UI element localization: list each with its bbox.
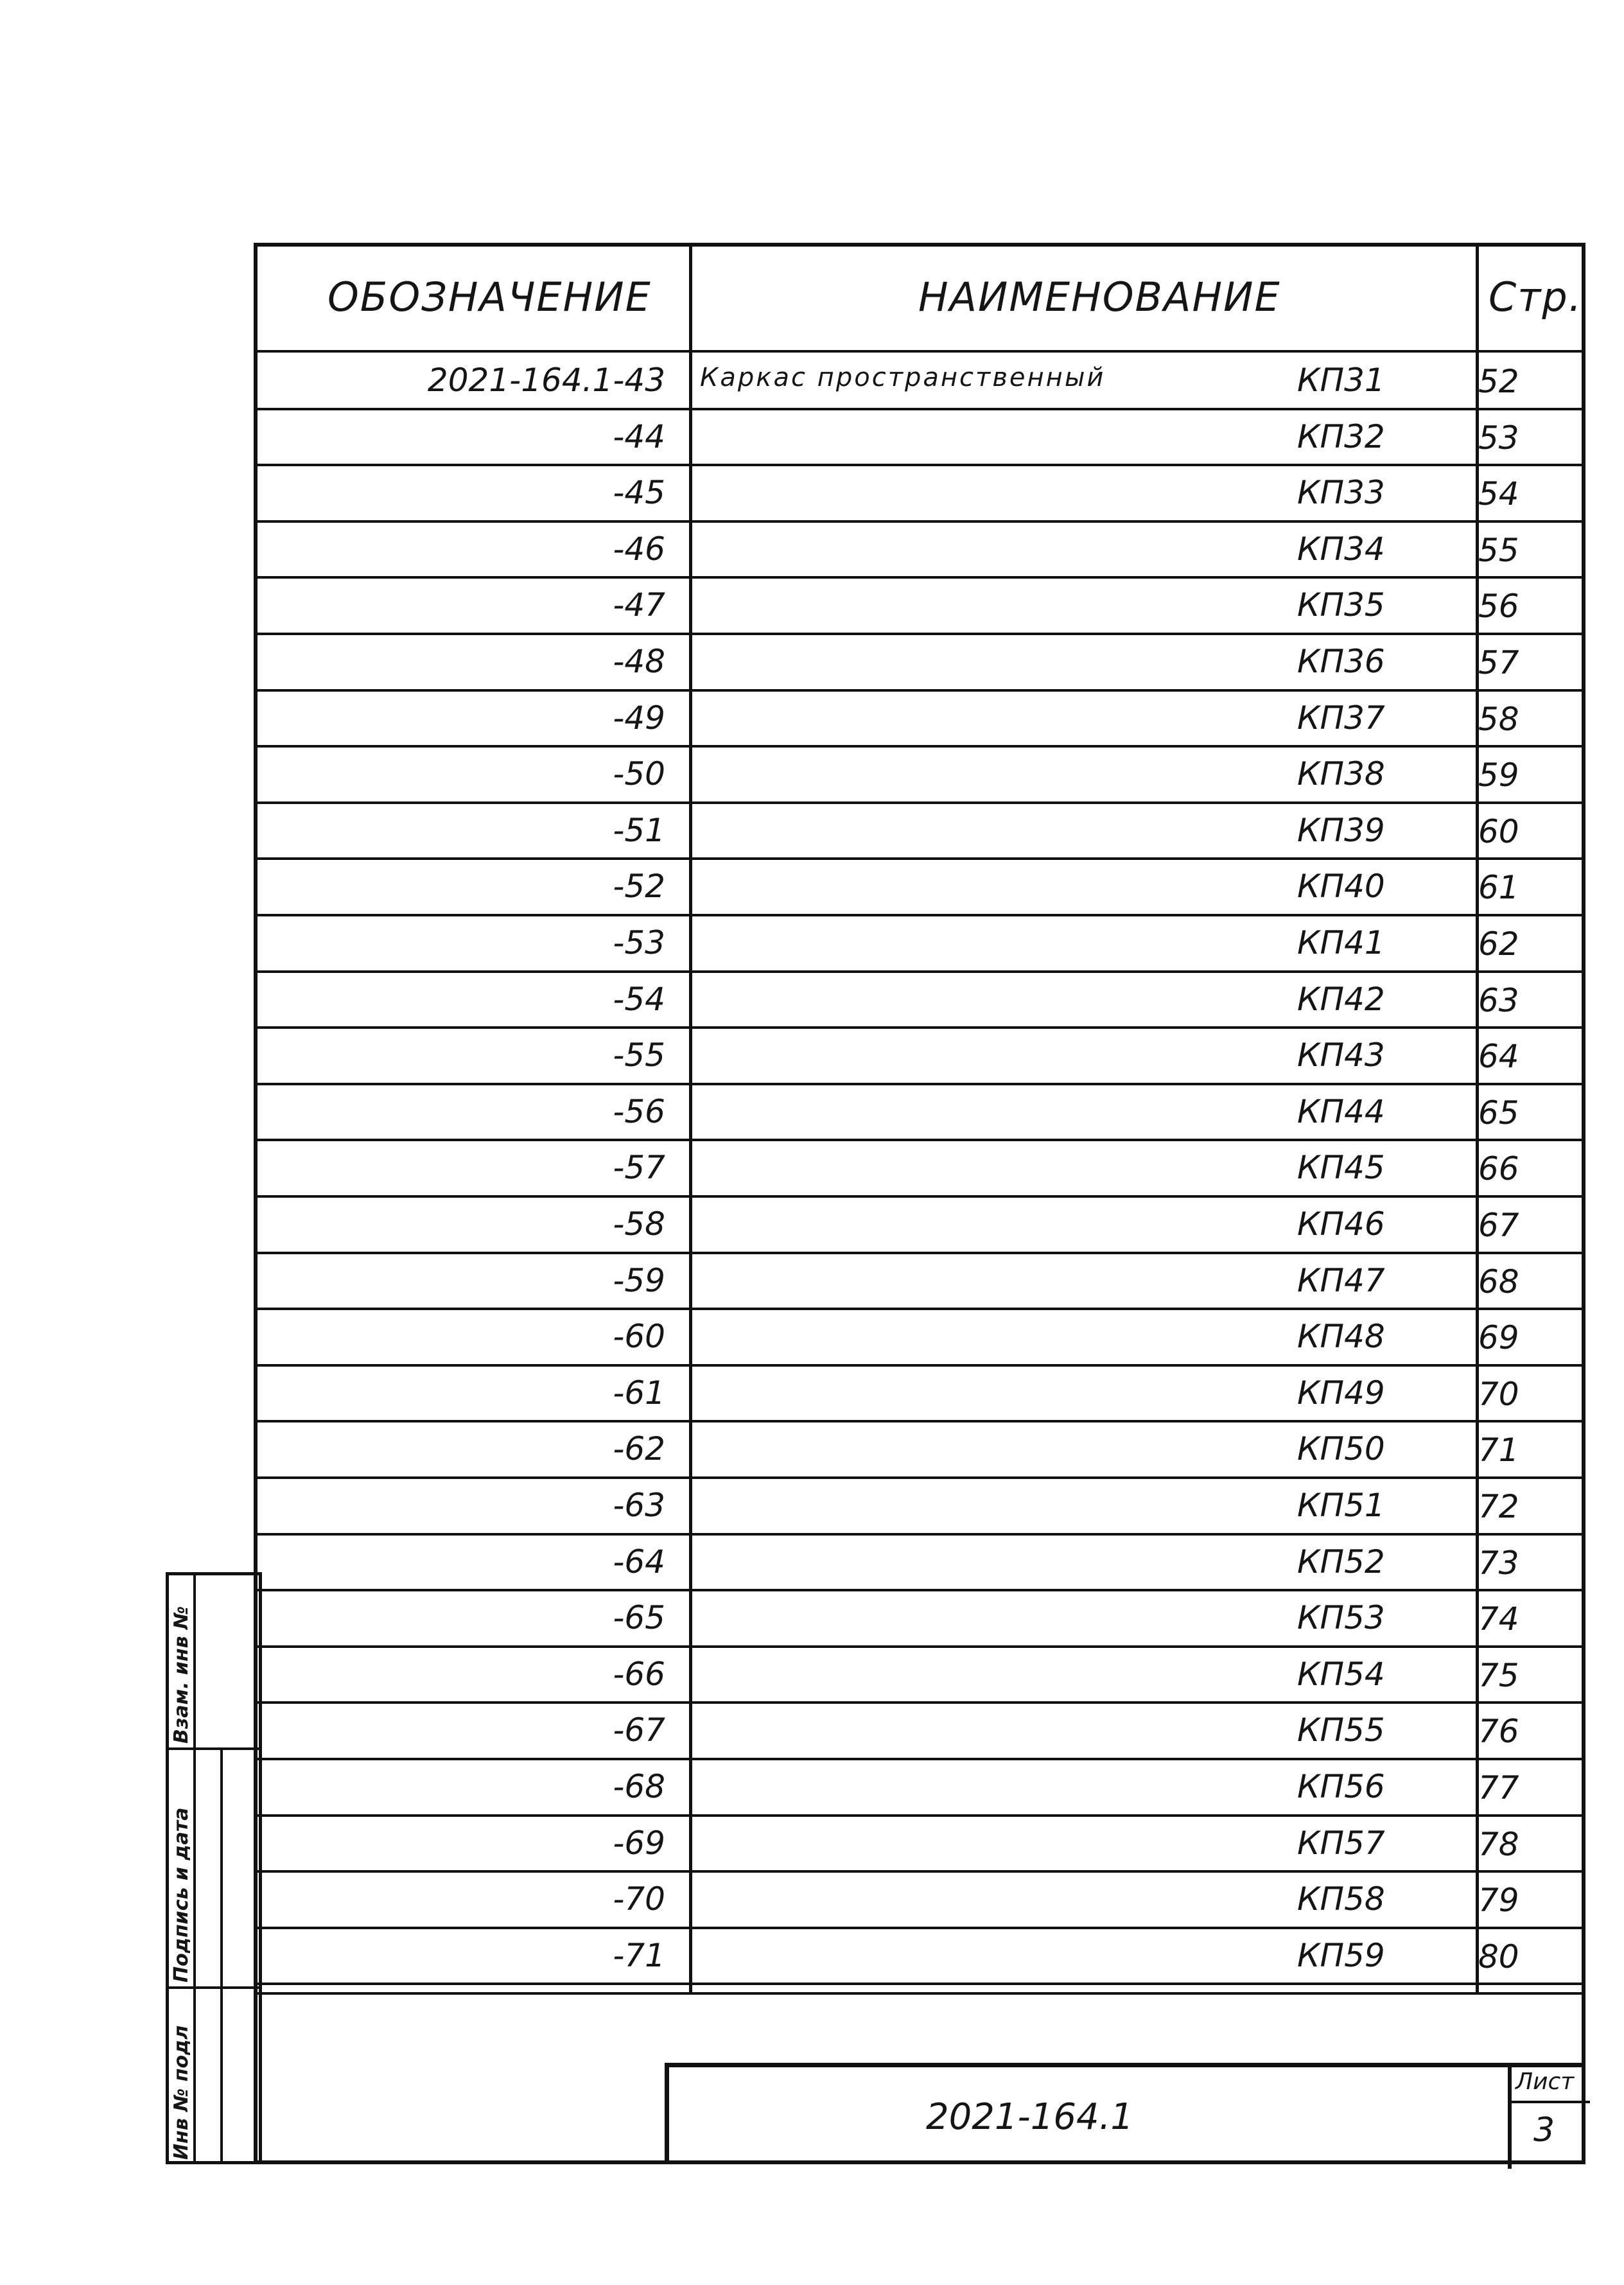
row-designation: -59: [613, 1262, 665, 1299]
header-separator: [257, 350, 1582, 353]
row-separator: [257, 520, 1582, 523]
table-row: [257, 580, 1582, 636]
table-row: [257, 918, 1582, 974]
row-page: 63: [1478, 982, 1519, 1019]
row-page: 56: [1478, 588, 1519, 625]
row-designation: -60: [613, 1318, 665, 1355]
row-mark: КП36: [1297, 643, 1385, 680]
header-designation: ОБОЗНАЧЕНИЕ: [327, 274, 652, 320]
row-separator: [257, 1814, 1582, 1817]
row-page: 80: [1478, 1938, 1519, 1975]
table-row: [257, 1030, 1582, 1087]
row-separator: [257, 464, 1582, 466]
table-row: [257, 1087, 1582, 1143]
table-row: [257, 1311, 1582, 1368]
row-designation: -69: [613, 1825, 665, 1862]
table-row: [257, 805, 1582, 862]
row-mark: КП41: [1297, 924, 1385, 961]
row-separator: [257, 1026, 1582, 1029]
row-mark: КП55: [1297, 1712, 1385, 1749]
row-page: 62: [1478, 925, 1519, 963]
row-mark: КП34: [1297, 530, 1385, 568]
row-separator: [257, 1083, 1582, 1085]
row-designation: -58: [613, 1205, 665, 1243]
stamp-divider: [193, 1575, 196, 2161]
row-mark: КП54: [1297, 1656, 1385, 1693]
row-designation: -67: [613, 1712, 665, 1749]
table-row: [257, 1818, 1582, 1875]
row-designation: -54: [613, 981, 665, 1018]
row-page: 65: [1478, 1094, 1519, 1132]
table-row: [257, 1368, 1582, 1424]
row-designation: -46: [613, 530, 665, 568]
row-page: 61: [1478, 869, 1519, 906]
header-name: НАИМЕНОВАНИЕ: [918, 274, 1281, 320]
table-row: [257, 1424, 1582, 1480]
row-mark: КП46: [1297, 1205, 1385, 1243]
table-row: [257, 1199, 1582, 1256]
stamp-divider: [169, 1986, 259, 1989]
row-page: 74: [1478, 1600, 1519, 1638]
row-mark: КП42: [1297, 981, 1385, 1018]
row-mark: КП38: [1297, 755, 1385, 792]
row-separator: [257, 1758, 1582, 1760]
row-page: 79: [1478, 1882, 1519, 1919]
row-separator: [257, 1476, 1582, 1479]
row-page: 55: [1478, 532, 1519, 569]
row-page: 77: [1478, 1769, 1519, 1807]
row-designation: -44: [613, 418, 665, 455]
table-row: [257, 1874, 1582, 1930]
row-designation: -55: [613, 1037, 665, 1074]
row-page: 66: [1478, 1150, 1519, 1187]
row-mark: КП56: [1297, 1768, 1385, 1805]
table-row: [257, 1142, 1582, 1199]
table-row: [257, 974, 1582, 1031]
row-mark: КП32: [1297, 418, 1385, 455]
row-mark: КП51: [1297, 1487, 1385, 1524]
row-separator: [257, 1195, 1582, 1198]
row-mark: КП59: [1297, 1937, 1385, 1974]
row-separator: [257, 1589, 1582, 1591]
row-separator: [257, 1364, 1582, 1367]
row-page: 58: [1478, 701, 1519, 738]
row-page: 71: [1478, 1431, 1519, 1469]
row-mark: КП35: [1297, 586, 1385, 624]
row-page: 53: [1478, 419, 1519, 457]
row-page: 76: [1478, 1713, 1519, 1750]
row-mark: КП57: [1297, 1825, 1385, 1862]
row-page: 59: [1478, 757, 1519, 794]
row-designation: -45: [613, 474, 665, 511]
row-designation: -49: [613, 699, 665, 737]
row-separator: [257, 1927, 1582, 1929]
stamp-inv-no: Инв № подл: [170, 2025, 193, 2160]
table-row: [257, 749, 1582, 805]
stamp-replacement-inv: Взам. инв №: [170, 1606, 193, 1744]
row-page: 67: [1478, 1207, 1519, 1244]
table-row: [257, 1256, 1582, 1312]
row-separator: [257, 1533, 1582, 1536]
table-row: [257, 1537, 1582, 1593]
row-page: 60: [1478, 813, 1519, 850]
row-designation: -70: [613, 1880, 665, 1918]
row-designation: -52: [613, 868, 665, 905]
row-page: 69: [1478, 1319, 1519, 1356]
row-page: 54: [1478, 475, 1519, 512]
row-separator: [257, 1701, 1582, 1704]
row-mark: КП49: [1297, 1374, 1385, 1412]
row-mark: КП43: [1297, 1037, 1385, 1074]
row-designation: -51: [613, 812, 665, 849]
row-page: 70: [1478, 1376, 1519, 1413]
table-row: [257, 468, 1582, 524]
row-separator: [257, 857, 1582, 860]
row-mark: КП53: [1297, 1599, 1385, 1636]
row-designation: -50: [613, 755, 665, 792]
row-separator: [257, 1870, 1582, 1873]
row-designation: -53: [613, 924, 665, 961]
header-page: Стр.: [1489, 274, 1583, 320]
row-separator: [257, 801, 1582, 804]
row-separator: [257, 745, 1582, 748]
row-mark: КП40: [1297, 868, 1385, 905]
table-row: [257, 1649, 1582, 1706]
row-page: 68: [1478, 1263, 1519, 1300]
row-name: Каркас пространственный: [700, 363, 1106, 392]
row-designation: -47: [613, 586, 665, 624]
stamp-divider: [169, 1747, 259, 1750]
row-page: 75: [1478, 1657, 1519, 1694]
row-page: 73: [1478, 1545, 1519, 1582]
row-mark: КП33: [1297, 474, 1385, 511]
row-page: 72: [1478, 1488, 1519, 1525]
table-row: [257, 1930, 1582, 1987]
row-designation: -61: [613, 1374, 665, 1412]
row-designation: -56: [613, 1093, 665, 1130]
row-separator: [257, 633, 1582, 635]
row-designation: 2021-164.1-43: [427, 362, 665, 399]
row-designation: -62: [613, 1430, 665, 1467]
table-row: [257, 693, 1582, 749]
row-separator: [257, 1252, 1582, 1254]
table-row: [257, 355, 1582, 412]
title-block: [665, 2063, 1585, 2164]
row-page: 78: [1478, 1826, 1519, 1863]
table-row: [257, 1762, 1582, 1818]
row-designation: -64: [613, 1543, 665, 1580]
row-designation: -57: [613, 1149, 665, 1186]
row-designation: -68: [613, 1768, 665, 1805]
row-page: 57: [1478, 644, 1519, 681]
row-mark: КП50: [1297, 1430, 1385, 1467]
side-stamp: [166, 1572, 262, 2164]
row-mark: КП48: [1297, 1318, 1385, 1355]
row-separator: [257, 1420, 1582, 1423]
row-separator: [257, 914, 1582, 916]
sheet-label-divider: [1512, 2101, 1590, 2103]
row-page: 52: [1478, 363, 1519, 400]
row-mark: КП31: [1297, 362, 1385, 399]
sheet-cell: [1508, 2067, 1590, 2169]
row-designation: -48: [613, 643, 665, 680]
row-separator: [257, 1983, 1582, 1985]
row-mark: КП58: [1297, 1880, 1385, 1918]
row-separator: [257, 408, 1582, 410]
stamp-signature-date: Подпись и дата: [170, 1807, 193, 1983]
row-mark: КП52: [1297, 1543, 1385, 1580]
table-bottom-line: [257, 1992, 1582, 1995]
row-mark: КП39: [1297, 812, 1385, 849]
row-page: 64: [1478, 1038, 1519, 1075]
row-mark: КП47: [1297, 1262, 1385, 1299]
row-designation: -66: [613, 1656, 665, 1693]
row-separator: [257, 1645, 1582, 1648]
row-separator: [257, 970, 1582, 973]
row-mark: КП37: [1297, 699, 1385, 737]
row-separator: [257, 689, 1582, 692]
table-row: [257, 1480, 1582, 1537]
table-row: [257, 524, 1582, 581]
row-separator: [257, 1308, 1582, 1310]
sheet-label: Лист: [1515, 2069, 1575, 2095]
document-code: 2021-164.1: [926, 2096, 1134, 2138]
table-row: [257, 1705, 1582, 1762]
row-designation: -63: [613, 1487, 665, 1524]
table-row: [257, 412, 1582, 468]
row-mark: КП44: [1297, 1093, 1385, 1130]
row-separator: [257, 576, 1582, 579]
row-separator: [257, 1139, 1582, 1141]
table-row: [257, 861, 1582, 918]
stamp-divider: [220, 1749, 223, 2161]
row-mark: КП45: [1297, 1149, 1385, 1186]
table-row: [257, 636, 1582, 693]
row-designation: -65: [613, 1599, 665, 1636]
row-designation: -71: [613, 1937, 665, 1974]
table-row: [257, 1593, 1582, 1649]
sheet-number: 3: [1533, 2111, 1555, 2149]
